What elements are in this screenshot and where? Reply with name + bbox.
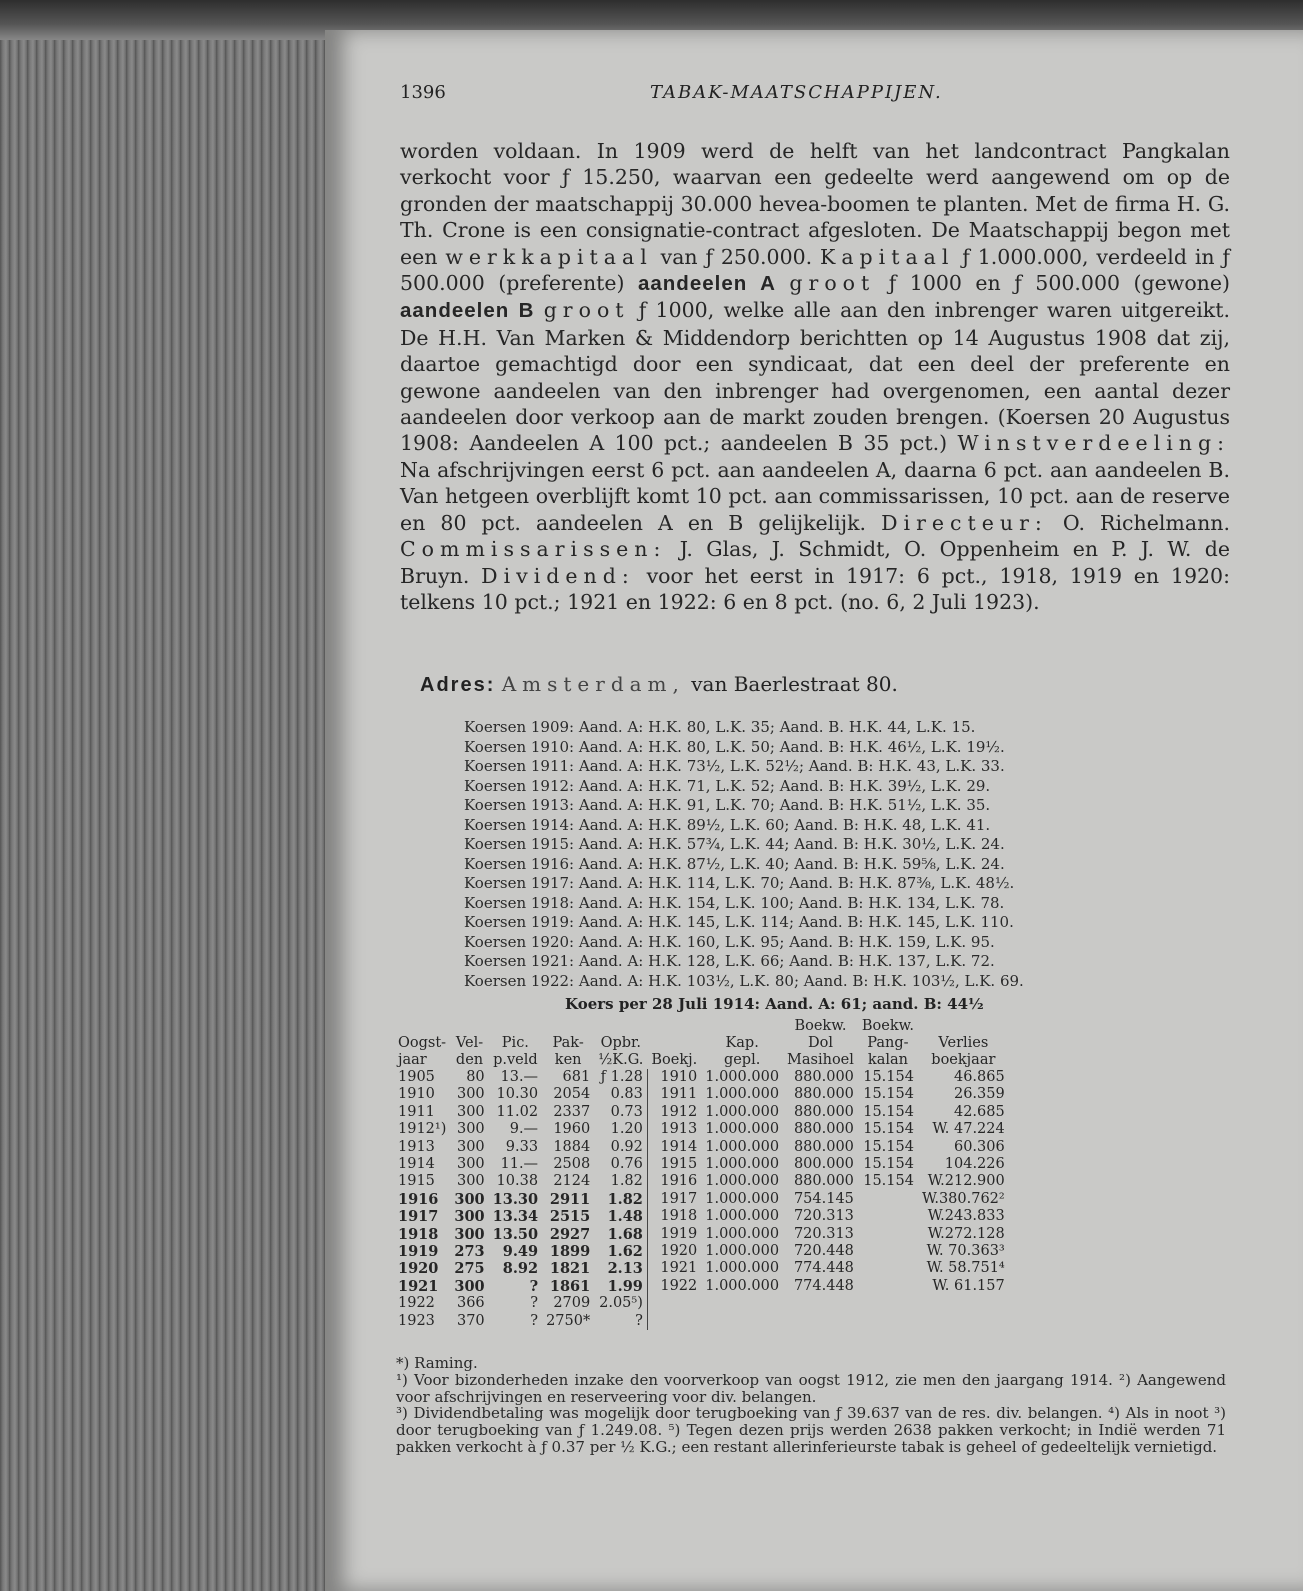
table-cell: 13.34 <box>492 1208 539 1226</box>
table-cell: 1913 <box>647 1121 701 1138</box>
table-cell: 1911 <box>647 1086 701 1103</box>
page-number: 1396 <box>400 82 446 103</box>
column-header: Kap. gepl. <box>723 1035 761 1068</box>
column-header: Opbr. ½K.G. <box>598 1035 644 1068</box>
table-cell: 1915 <box>398 1173 435 1190</box>
table-cell: 1912 <box>647 1104 701 1121</box>
table-cell <box>783 1313 858 1330</box>
table-cell: 1921 <box>647 1260 701 1277</box>
table-cell: 1.000.000 <box>705 1260 780 1277</box>
table-cell <box>701 1295 783 1312</box>
footnotes <box>396 1355 1226 1456</box>
table-cell <box>647 1295 701 1312</box>
table-cell <box>858 1260 918 1277</box>
table-cell: 300 <box>456 1156 485 1173</box>
table-cell: 880.000 <box>793 1173 854 1190</box>
column-header: Boekj. <box>651 1052 698 1068</box>
column-header: Verlies boekjaar <box>931 1035 996 1068</box>
table-cell: 0.92 <box>610 1138 643 1155</box>
table-cell: W. 61.157 <box>932 1277 1005 1294</box>
table-cell: 1.99 <box>607 1277 643 1295</box>
table-cell: 1912¹) <box>398 1121 447 1138</box>
text-run: voor het eerst in 1917: 6 pct., 1918, 1919 en 1920: telkens 10 pct.; 1921 en 1922: 6 en 8 pct. (no. 6, 2 Juli 1923). <box>400 563 1230 614</box>
table-cell: 1920 <box>647 1243 701 1260</box>
running-title: TABAK-MAATSCHAPPIJEN. <box>650 82 943 103</box>
table-cell: W.212.900 <box>927 1173 1005 1190</box>
table-cell: W. 70.363³ <box>926 1243 1005 1260</box>
table-cell: 300 <box>454 1277 485 1295</box>
table-cell: 1911 <box>398 1103 435 1120</box>
text-run: Na afschrijvingen eerst 6 pct. aan aandeelen A, daarna 6 pct. aan aandeelen B. Van hetgeen overblijft komt 10 pct. aan commissarissen, 10 pct. aan de reserve en 80 pct. aandeelen A en B gelijkelijk. <box>400 457 1230 535</box>
text-run: O. Richelmann. <box>1047 510 1230 535</box>
table-cell: 46.865 <box>953 1069 1005 1085</box>
table-row <box>394 1086 1009 1103</box>
footnote: ³) Dividendbetaling was mogelijk door terugboeking van ƒ 39.637 van de res. div. belangen. ⁴) Als in noot ³) door terugboeking van ƒ 1.249.08. ⁵) Tegen dezen prijs werden 2638 pakken verkocht; in Indië werden 71 pakken verkocht à ƒ 0.37 per ½ K.G.; een restant allerinferieurste tabak is geheel of gedeeltelijk vernietigd. <box>396 1404 1226 1456</box>
table-cell: 2054 <box>553 1086 591 1103</box>
table-cell: 11.02 <box>496 1103 539 1120</box>
address-street: van Baerlestraat 80. <box>691 672 898 696</box>
table-cell: W.272.128 <box>927 1225 1005 1242</box>
table-cell: 754.145 <box>793 1190 854 1207</box>
table-row <box>394 1121 1009 1138</box>
table-cell: 1.82 <box>610 1173 643 1190</box>
price-row: Koersen 1911: Aand. A: H.K. 73½, L.K. 52½; Aand. B: H.K. 43, L.K. 33. <box>464 757 1005 775</box>
book-page-edges <box>0 0 340 1591</box>
table-cell: 13.— <box>500 1069 539 1085</box>
price-row: Koersen 1914: Aand. A: H.K. 89½, L.K. 60; Aand. B: H.K. 48, L.K. 41. <box>464 815 991 834</box>
table-cell: 1.000.000 <box>705 1243 780 1260</box>
table-cell: 2927 <box>549 1225 591 1243</box>
table-cell: 370 <box>456 1312 485 1329</box>
table-cell: 1918 <box>398 1225 439 1243</box>
table-cell: 11.— <box>500 1156 539 1173</box>
page-header <box>400 82 1250 106</box>
table-cell: 2508 <box>553 1156 591 1173</box>
table-cell: 300 <box>454 1225 485 1243</box>
table-cell: 1919 <box>647 1226 701 1243</box>
table-cell: 10.30 <box>496 1086 539 1103</box>
table-cell: 2337 <box>553 1103 591 1120</box>
table-cell: 1.000.000 <box>705 1138 780 1155</box>
table-cell: 15.154 <box>863 1156 914 1173</box>
table-cell: 9.33 <box>505 1138 539 1155</box>
table-cell: 2124 <box>553 1173 591 1190</box>
table-cell: 300 <box>456 1103 485 1120</box>
table-cell: 1.000.000 <box>705 1103 780 1120</box>
table-cell: 13.30 <box>492 1190 539 1208</box>
table-cell: 300 <box>456 1086 485 1103</box>
table-cell: 720.313 <box>793 1208 854 1225</box>
text-run: Commissarissen: <box>400 537 667 562</box>
address <box>420 672 898 697</box>
table-cell <box>858 1191 918 1208</box>
table-cell: 300 <box>456 1121 485 1138</box>
text-run: Winstverdeeling: <box>957 431 1230 456</box>
table-cell: 1.000.000 <box>705 1156 780 1173</box>
table-cell: 1.000.000 <box>705 1069 780 1085</box>
price-history <box>464 718 1024 991</box>
table-cell: 720.313 <box>793 1225 854 1242</box>
price-row: Koersen 1921: Aand. A: H.K. 128, L.K. 66; Aand. B: H.K. 137, L.K. 72. <box>464 952 995 970</box>
table-cell: ? <box>635 1312 643 1329</box>
price-row: Koersen 1919: Aand. A: H.K. 145, L.K. 114; Aand. B: H.K. 145, L.K. 110. <box>464 913 1014 931</box>
table-cell: 2709 <box>553 1295 591 1312</box>
table-cell: 0.83 <box>610 1086 643 1103</box>
table-cell <box>918 1313 1009 1330</box>
text-run: ƒ 1000, welke alle aan den inbrenger waren uitgereikt. De H.H. Van Marken & Middendorp berichtten op 14 Augustus 1908 dat zij, daartoe gemachtigd door een syndicaat, dat een deel der preferente en gewone aandeelen van den inbrenger had overgenomen, een aantal dezer aandeelen door verkoop aan de markt zouden brengen. (Koersen 20 Augustus 1908: Aandeelen A 100 pct.; aandeelen B 35 pct.) <box>400 298 1230 456</box>
table-cell: W.243.833 <box>927 1208 1005 1225</box>
text-run: werkkapitaal <box>445 244 653 269</box>
table-cell: 1.000.000 <box>705 1173 780 1190</box>
text-run: aandeelen B <box>400 299 535 323</box>
table-cell: 275 <box>454 1260 485 1278</box>
table-cell: 1861 <box>549 1277 591 1295</box>
table-cell: ? <box>530 1295 539 1312</box>
table-cell <box>858 1295 918 1312</box>
table-cell: 300 <box>456 1173 485 1190</box>
table-row <box>394 1295 1009 1312</box>
text-run: Kapitaal <box>820 244 955 269</box>
table-cell: 1960 <box>553 1121 591 1138</box>
table-cell: 26.359 <box>953 1086 1005 1103</box>
table-cell: 1.82 <box>607 1190 643 1208</box>
table-cell <box>783 1295 858 1312</box>
price-row: Koersen 1917: Aand. A: H.K. 114, L.K. 70; Aand. B: H.K. 87⅜, L.K. 48½. <box>464 874 1015 892</box>
table-cell: 1914 <box>398 1156 435 1173</box>
table-cell: 1919 <box>398 1243 439 1261</box>
table-cell: 1922 <box>647 1278 701 1295</box>
table-row <box>394 1313 1009 1330</box>
table-cell: 300 <box>454 1208 485 1226</box>
table-cell: 10.38 <box>496 1173 539 1190</box>
table-cell: 1910 <box>398 1086 435 1103</box>
table-cell: 2.13 <box>607 1260 643 1278</box>
table-cell: ƒ 1.28 <box>600 1069 643 1085</box>
table-cell <box>701 1313 783 1330</box>
table-cell: 1917 <box>647 1191 701 1208</box>
table-cell <box>858 1278 918 1295</box>
table-cell: 15.154 <box>863 1121 914 1138</box>
table-cell: 774.448 <box>793 1277 854 1294</box>
table-cell <box>858 1243 918 1260</box>
table-cell: 80 <box>466 1069 485 1085</box>
table-cell: 1.000.000 <box>705 1190 780 1207</box>
table-cell: 1922 <box>398 1295 435 1312</box>
table-cell: 1923 <box>398 1312 435 1329</box>
table-cell: 1916 <box>398 1190 439 1208</box>
table-cell: 15.154 <box>863 1086 914 1103</box>
column-header: Vel- den <box>455 1035 484 1068</box>
table-cell <box>858 1313 918 1330</box>
table-cell: 366 <box>456 1295 485 1312</box>
table-row <box>394 1156 1009 1173</box>
price-row: Koersen 1922: Aand. A: H.K. 103½, L.K. 80; Aand. B: H.K. 103½, L.K. 69. <box>464 971 1024 990</box>
text-run: ƒ 1000 en ƒ 500.000 (gewone) <box>875 271 1230 296</box>
text-run: worden voldaan. In 1909 werd de helft van het landcontract Pangkalan verkocht voor ƒ 15.250, waarvan een gedeelte werd aangewend om op de gronden der maatschappij 30.000 hevea-boomen te planten. Met de firma H. G. Th. Crone is een consignatie-contract afgesloten. De Maatschappij begon met een <box>400 139 1230 269</box>
table-row <box>394 1191 1009 1208</box>
table-cell: ? <box>530 1312 539 1329</box>
table-cell: 104.226 <box>944 1156 1005 1173</box>
table-cell: 1.68 <box>607 1225 643 1243</box>
table-cell <box>858 1226 918 1243</box>
text-run <box>776 271 789 295</box>
table-cell: 1915 <box>647 1156 701 1173</box>
table-row <box>394 1104 1009 1121</box>
address-city: Amsterdam, <box>501 672 685 696</box>
price-row: Koersen 1920: Aand. A: H.K. 160, L.K. 95; Aand. B: H.K. 159, L.K. 95. <box>464 932 995 951</box>
column-header: Boekw. Dol Masihoel <box>787 1018 854 1068</box>
table-cell: 1916 <box>647 1173 701 1190</box>
column-header: Pic. p.veld <box>493 1035 538 1068</box>
table-cell: 0.73 <box>610 1103 643 1120</box>
table-cell: W. 58.751⁴ <box>926 1260 1005 1277</box>
table-cell: 774.448 <box>793 1260 854 1277</box>
table-cell: 681 <box>562 1069 591 1085</box>
footnote: *) Raming. <box>396 1354 478 1372</box>
table-cell: 1.000.000 <box>705 1225 780 1242</box>
table-row <box>394 1226 1009 1243</box>
table-cell: 15.154 <box>863 1173 914 1190</box>
text-run: J. Glas, J. Schmidt, O. Oppenheim en P. J. W. de Bruyn. <box>400 537 1230 588</box>
column-header: Boekw. Pang- kalan <box>861 1018 914 1068</box>
table-row <box>394 1208 1009 1225</box>
table-cell: 720.448 <box>793 1243 854 1260</box>
price-row: Koersen 1916: Aand. A: H.K. 87½, L.K. 40; Aand. B: H.K. 59⅝, L.K. 24. <box>464 854 1005 873</box>
table-cell: 300 <box>456 1138 485 1155</box>
table-cell: 2911 <box>549 1190 591 1208</box>
price-row: Koersen 1912: Aand. A: H.K. 71, L.K. 52; Aand. B: H.K. 39½, L.K. 29. <box>464 776 991 795</box>
table-cell: 880.000 <box>793 1086 854 1103</box>
table-cell: 1921 <box>398 1277 439 1295</box>
table-cell: 1905 <box>398 1069 435 1085</box>
table-cell: 15.154 <box>863 1069 914 1085</box>
table-cell <box>858 1208 918 1225</box>
table-cell: 2750* <box>546 1312 591 1329</box>
table-cell: 1918 <box>647 1208 701 1225</box>
price-row: Koersen 1910: Aand. A: H.K. 80, L.K. 50; Aand. B: H.K. 46½, L.K. 19½. <box>464 737 1005 756</box>
table-cell <box>918 1295 1009 1312</box>
text-run: aandeelen A <box>637 272 776 296</box>
table-cell: 880.000 <box>793 1138 854 1155</box>
table-cell: 0.76 <box>610 1156 643 1173</box>
price-row: Koersen 1918: Aand. A: H.K. 154, L.K. 100; Aand. B: H.K. 134, L.K. 78. <box>464 893 1005 912</box>
company-description <box>400 138 1230 615</box>
footnote: ¹) Voor bizonderheden inzake den voorverkoop van oogst 1912, zie men den jaargang 1914. ²) Aangewend voor afschrijvingen en reserveering voor div. belangen. <box>396 1370 1226 1406</box>
text-run: Dividend: <box>481 563 635 588</box>
table-cell: 880.000 <box>793 1121 854 1138</box>
table-cell: 1917 <box>398 1208 439 1226</box>
table-cell: 1910 <box>647 1069 701 1086</box>
text-run: van ƒ 250.000. <box>652 244 820 269</box>
text-run: Directeur: <box>881 510 1048 535</box>
table-cell: 9.— <box>509 1121 539 1138</box>
table-cell: 1.000.000 <box>705 1277 780 1294</box>
table-cell: ? <box>529 1277 539 1295</box>
table-cell: 300 <box>454 1190 485 1208</box>
price-per-date: Koers per 28 Juli 1914: Aand. A: 61; aand. B: 44½ <box>565 995 984 1013</box>
price-row: Koersen 1915: Aand. A: H.K. 57¾, L.K. 44; Aand. B: H.K. 30½, L.K. 24. <box>464 835 1005 853</box>
table-cell: 880.000 <box>793 1069 854 1085</box>
table-cell: 2515 <box>549 1208 591 1226</box>
text-run <box>534 298 543 322</box>
table-cell: 1821 <box>549 1260 591 1278</box>
table-cell: 1.20 <box>610 1121 643 1138</box>
table-row <box>394 1260 1009 1277</box>
column-header: Oogst- jaar <box>398 1035 447 1068</box>
table-cell: 1899 <box>549 1243 591 1261</box>
table-cell: 8.92 <box>502 1260 539 1278</box>
table-cell: 13.50 <box>492 1225 539 1243</box>
text-run: ƒ 1.000.000, verdeeld in ƒ 500.000 (preferente) <box>400 244 1230 296</box>
table-cell: 1.000.000 <box>705 1121 780 1138</box>
table-row <box>394 1243 1009 1260</box>
text-run: groot <box>789 271 876 296</box>
table-cell: W. 47.224 <box>932 1121 1005 1138</box>
address-label: Adres: <box>420 674 496 696</box>
table-cell: 880.000 <box>793 1103 854 1120</box>
table-cell: 1920 <box>398 1260 439 1278</box>
table-row <box>394 1139 1009 1156</box>
table-row <box>394 1278 1009 1295</box>
table-cell: 2.05⁵) <box>599 1295 643 1312</box>
table-cell: 1913 <box>398 1138 435 1155</box>
table-cell: 1914 <box>647 1139 701 1156</box>
table-cell: W.380.762² <box>921 1190 1005 1207</box>
table-cell: 1.000.000 <box>705 1208 780 1225</box>
price-row: Koersen 1909: Aand. A: H.K. 80, L.K. 35; Aand. B. H.K. 44, L.K. 15. <box>464 718 976 736</box>
text-run: groot <box>543 298 630 323</box>
table-cell: 60.306 <box>953 1138 1005 1155</box>
price-row: Koersen 1913: Aand. A: H.K. 91, L.K. 70; Aand. B: H.K. 51½, L.K. 35. <box>464 796 991 814</box>
table-cell: 42.685 <box>953 1103 1005 1120</box>
column-header: Pak- ken <box>552 1035 584 1068</box>
table-cell: 15.154 <box>863 1103 914 1120</box>
table-cell: 1.48 <box>607 1208 643 1226</box>
table-cell: 273 <box>454 1243 485 1261</box>
table-cell: 15.154 <box>863 1138 914 1155</box>
harvest-table <box>394 1018 1009 1330</box>
table-cell: 1.000.000 <box>705 1086 780 1103</box>
table-cell: 1884 <box>553 1138 591 1155</box>
table-row <box>394 1069 1009 1086</box>
table-cell: 1.62 <box>607 1243 643 1261</box>
table-cell: 800.000 <box>793 1156 854 1173</box>
table-cell: 9.49 <box>502 1243 539 1261</box>
table-cell <box>647 1313 701 1330</box>
table-row <box>394 1173 1009 1190</box>
